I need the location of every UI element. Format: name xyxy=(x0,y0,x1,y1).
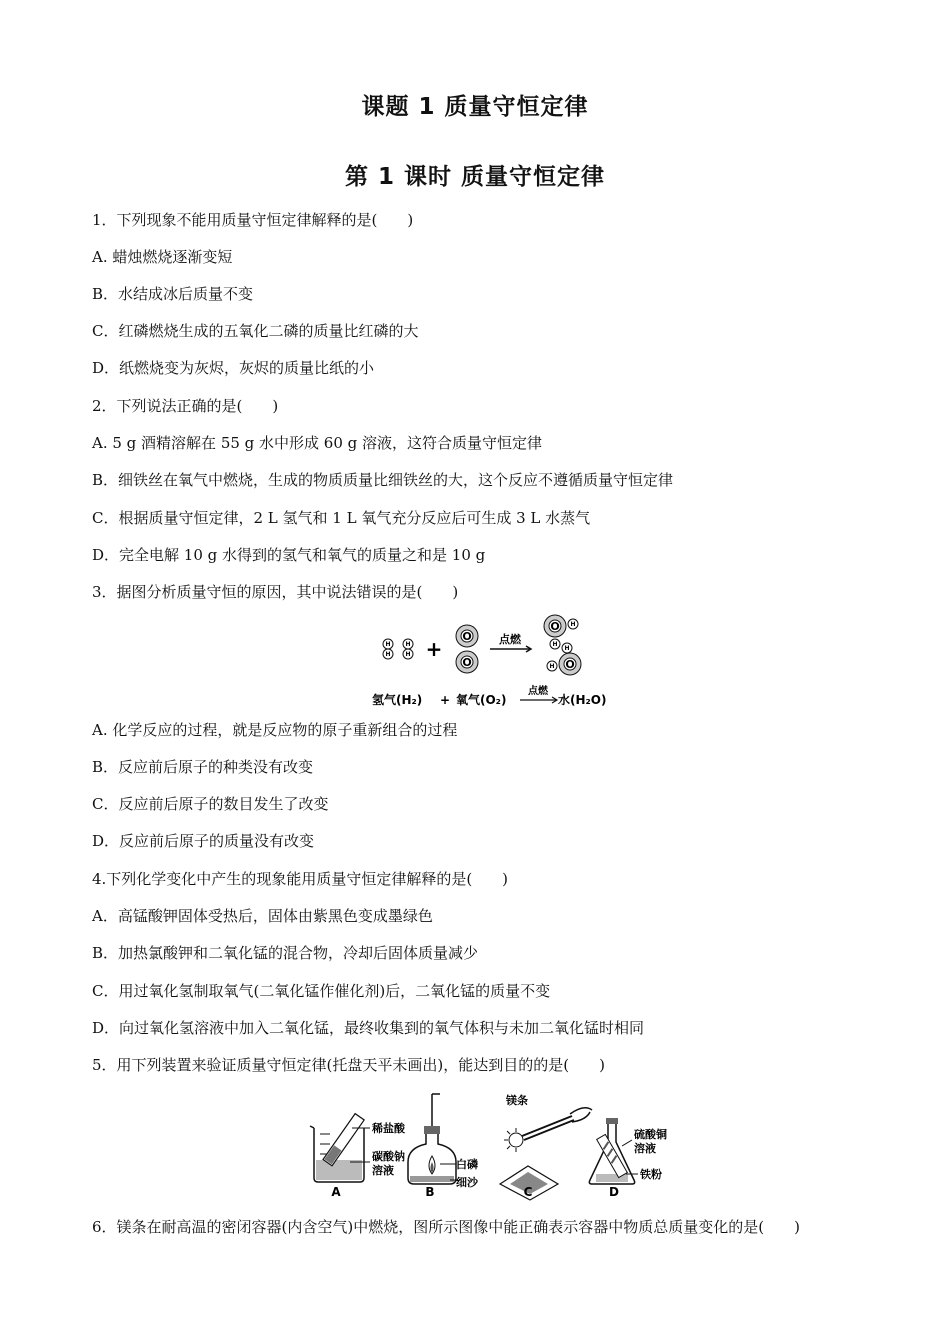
question-2-option-a: A. 5 g 酒精溶解在 55 g 水中形成 60 g 溶液，这符合质量守恒定律 xyxy=(92,434,543,452)
word-equation xyxy=(372,684,606,707)
question-2-option-b: B．细铁丝在氧气中燃烧，生成的物质质量比细铁丝的大，这个反应不遵循质量守恒定律 xyxy=(92,471,674,489)
question-4-stem: 4.下列化学变化中产生的现象能用质量守恒定律解释的是( ) xyxy=(92,870,509,888)
letter-a: A xyxy=(331,1185,341,1199)
atom-h-label: H xyxy=(552,641,558,648)
equation-reactant-hydrogen: 氢气(H₂) xyxy=(372,693,423,707)
apparatus-diagram xyxy=(300,1090,690,1202)
apparatus-b xyxy=(408,1094,479,1199)
equation-product-water: 水(H₂O) xyxy=(558,693,607,707)
atom-h-label: H xyxy=(385,651,391,658)
label-fine-sand: 细沙 xyxy=(456,1176,478,1189)
atom-h-label: H xyxy=(570,621,576,628)
question-4-option-d: D．向过氧化氢溶液中加入二氧化锰，最终收集到的氧气体积与未加二氧化锰时相同 xyxy=(92,1019,645,1037)
label-mg-ribbon: 镁条 xyxy=(506,1094,528,1107)
label-na2co3-line2: 溶液 xyxy=(372,1164,394,1177)
question-1-option-c: C．红磷燃烧生成的五氧化二磷的质量比红磷的大 xyxy=(92,322,419,340)
atom-h-label: H xyxy=(405,651,411,658)
letter-c: C xyxy=(523,1185,533,1199)
label-white-phosphorus: 白磷 xyxy=(456,1158,478,1171)
atom-o-label: O xyxy=(550,620,560,633)
label-cuso4-line1: 硫酸铜 xyxy=(634,1128,667,1141)
sodium-carbonate-solution xyxy=(316,1160,362,1180)
water-formation-diagram xyxy=(370,612,620,712)
question-3-option-d: D．反应前后原子的质量没有改变 xyxy=(92,832,315,850)
question-2-stem: 2．下列说法正确的是( ) xyxy=(92,397,279,415)
letter-b: B xyxy=(425,1185,435,1199)
question-2-option-c: C．根据质量守恒定律，2 L 氢气和 1 L 氧气充分反应后可生成 3 L 水蒸气 xyxy=(92,509,591,527)
label-iron-powder: 铁粉 xyxy=(640,1168,662,1181)
question-5-stem: 5．用下列装置来验证质量守恒定律(托盘天平未画出)，能达到目的的是( ) xyxy=(92,1056,605,1074)
chapter-title: 课题 1 质量守恒定律 xyxy=(361,94,589,120)
atom-h-label: H xyxy=(549,663,555,670)
equation-condition: 点燃 xyxy=(528,686,548,697)
question-1-option-a: A. 蜡烛燃烧逐渐变短 xyxy=(92,248,233,266)
question-2-option-d: D．完全电解 10 g 水得到的氢气和氧气的质量之和是 10 g xyxy=(92,546,486,564)
question-3-option-c: C．反应前后原子的数目发生了改变 xyxy=(92,795,329,813)
fine-sand xyxy=(410,1176,454,1182)
apparatus-a xyxy=(310,1114,406,1199)
hydrogen-molecules xyxy=(383,639,413,659)
burning-mg-icon xyxy=(509,1133,523,1147)
question-6-stem: 6．镁条在耐高温的密闭容器(内含空气)中燃烧，图所示图像中能正确表示容器中物质总质量变化的是( ) xyxy=(92,1218,800,1236)
atom-o-label: O xyxy=(565,658,575,671)
atom-h-label: H xyxy=(564,645,570,652)
equation-reactant-oxygen: 氧气(O₂) xyxy=(456,693,507,707)
letter-d: D xyxy=(609,1185,619,1199)
atom-h-label: H xyxy=(405,641,411,648)
label-dilute-hcl: 稀盐酸 xyxy=(372,1122,405,1135)
atom-o-label: O xyxy=(462,630,472,643)
question-3-option-b: B．反应前后原子的种类没有改变 xyxy=(92,758,314,776)
stopper xyxy=(424,1126,440,1134)
question-3-option-a: A. 化学反应的过程，就是反应物的原子重新组合的过程 xyxy=(92,721,458,739)
oxygen-molecule xyxy=(456,625,478,673)
equation-plus: + xyxy=(440,693,451,707)
question-3-stem: 3．据图分析质量守恒的原因，其中说法错误的是( ) xyxy=(92,583,459,601)
atom-h-label: H xyxy=(385,641,391,648)
question-1-option-b: B．水结成冰后质量不变 xyxy=(92,285,254,303)
apparatus-d xyxy=(589,1118,667,1199)
atom-o-label: O xyxy=(462,656,472,669)
lesson-title: 第 1 课时 质量守恒定律 xyxy=(344,164,606,190)
water-molecules xyxy=(544,615,581,675)
label-cuso4-line2: 溶液 xyxy=(634,1142,656,1155)
crucible-tongs xyxy=(522,1116,572,1136)
question-1-stem: 1．下列现象不能用质量守恒定律解释的是( ) xyxy=(92,211,414,229)
arrow-condition: 点燃 xyxy=(499,633,521,646)
question-4-option-b: B．加热氯酸钾和二氧化锰的混合物，冷却后固体质量减少 xyxy=(92,944,479,962)
question-4-option-a: A．高锰酸钾固体受热后，固体由紫黑色变成墨绿色 xyxy=(92,907,433,925)
apparatus-c xyxy=(500,1093,592,1200)
question-1-option-d: D．纸燃烧变为灰烬，灰烬的质量比纸的小 xyxy=(92,359,375,377)
plus-sign: + xyxy=(425,637,443,661)
question-4-option-c: C．用过氧化氢制取氧气(二氧化锰作催化剂)后，二氧化锰的质量不变 xyxy=(92,982,551,1000)
label-na2co3-line1: 碳酸钠 xyxy=(372,1150,405,1163)
